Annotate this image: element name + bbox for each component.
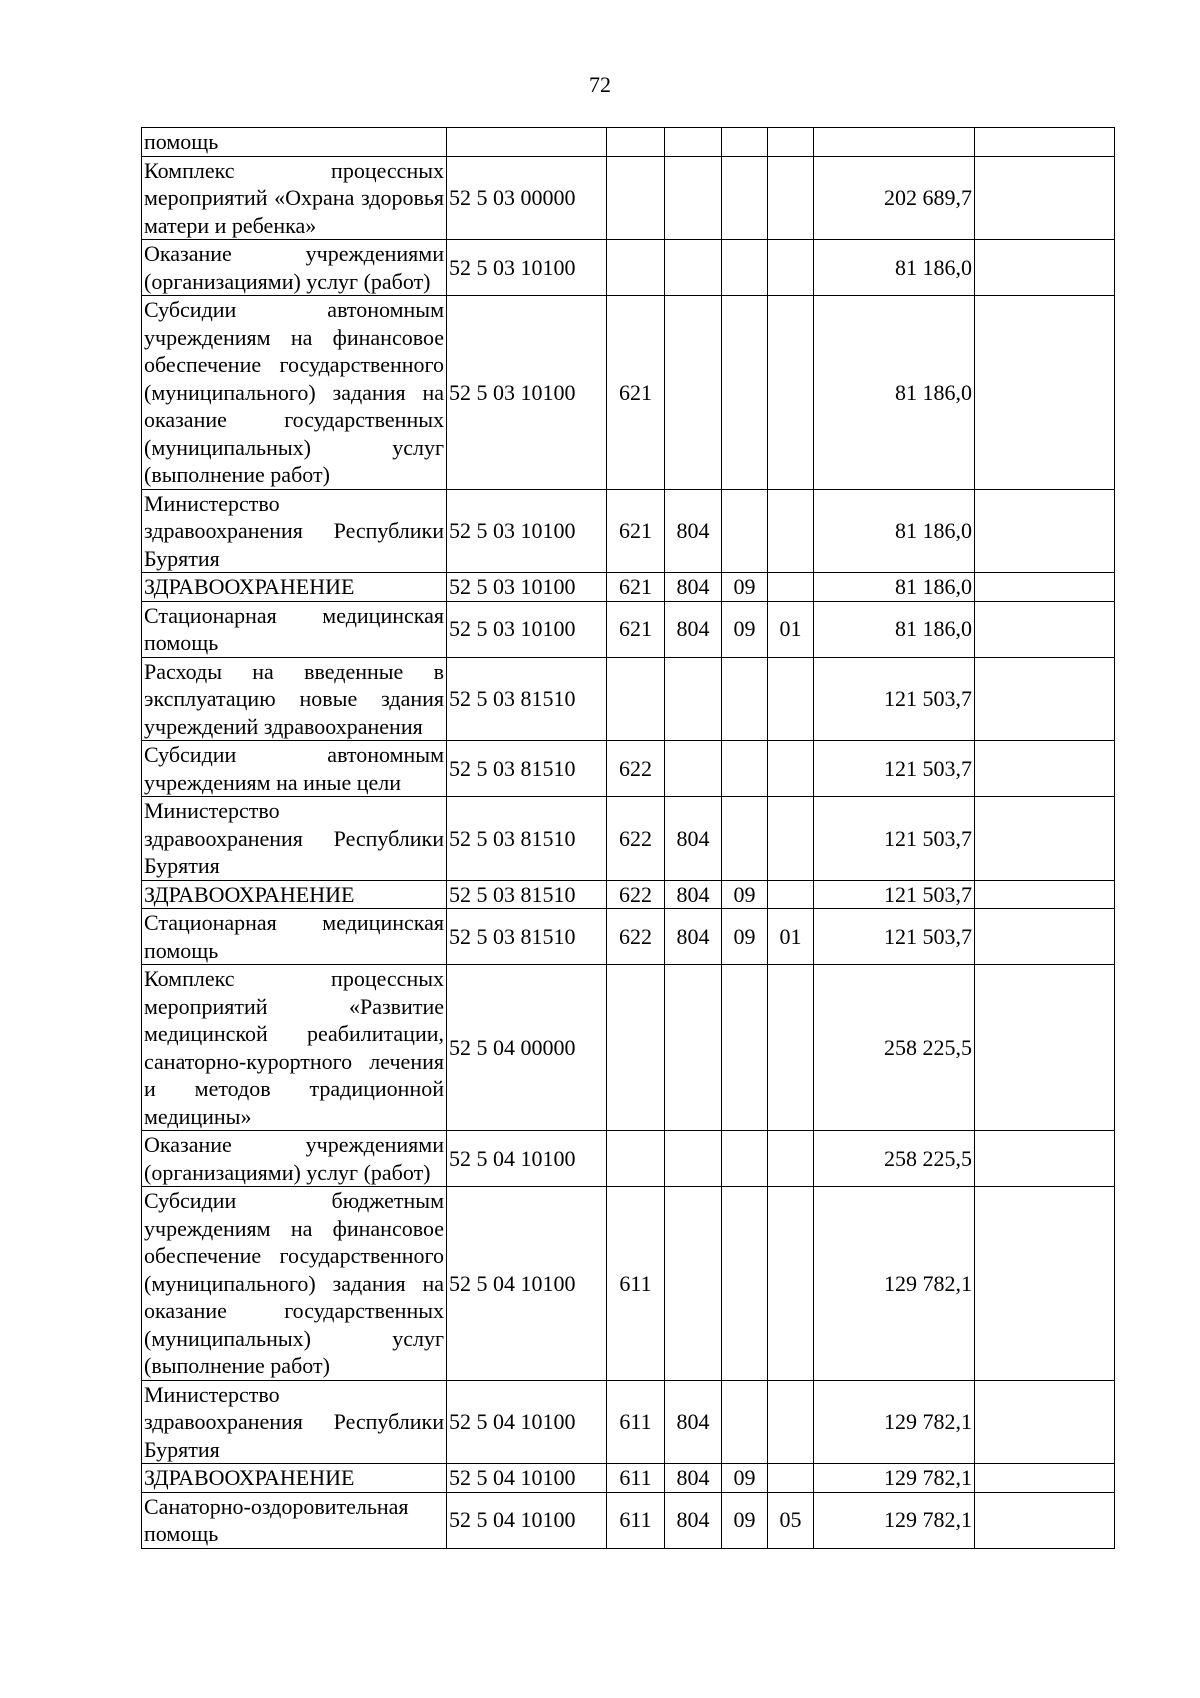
cell-name: Субсидии бюджетным учреждениям на финансовое обеспечение государственного (муниципального) задания на оказание государственных (муниципальных) услуг (выполнение работ) — [142, 1187, 447, 1381]
cell-target-code: 52 5 04 10100 — [447, 1492, 607, 1548]
cell-section — [722, 965, 768, 1131]
cell-ministry-code — [665, 741, 722, 797]
cell-subsection — [768, 573, 814, 602]
cell-amount: 121 503,7 — [814, 797, 975, 881]
cell-name: Министерство здравоохранения Республики Бурятия — [142, 1380, 447, 1464]
cell-amount: 129 782,1 — [814, 1492, 975, 1548]
cell-expense-type: 622 — [607, 880, 665, 909]
table-row — [142, 489, 1115, 573]
cell-extra — [975, 965, 1115, 1131]
cell-amount: 121 503,7 — [814, 909, 975, 965]
cell-section — [722, 741, 768, 797]
cell-name: Министерство здравоохранения Республики Бурятия — [142, 489, 447, 573]
cell-name: Стационарная медицинская помощь — [142, 601, 447, 657]
table-row — [142, 965, 1115, 1131]
cell-extra — [975, 489, 1115, 573]
table-row — [142, 601, 1115, 657]
cell-subsection — [768, 128, 814, 157]
cell-ministry-code — [665, 156, 722, 240]
cell-extra — [975, 880, 1115, 909]
cell-amount: 129 782,1 — [814, 1187, 975, 1381]
cell-amount: 129 782,1 — [814, 1380, 975, 1464]
cell-target-code: 52 5 04 10100 — [447, 1131, 607, 1187]
cell-section: 09 — [722, 880, 768, 909]
cell-name: Комплекс процессных мероприятий «Развитие медицинской реабилитации, санаторно-курортного лечения и методов традиционной медицины» — [142, 965, 447, 1131]
cell-ministry-code: 804 — [665, 601, 722, 657]
cell-amount: 129 782,1 — [814, 1464, 975, 1493]
cell-ministry-code: 804 — [665, 880, 722, 909]
cell-section: 09 — [722, 601, 768, 657]
cell-expense-type: 611 — [607, 1187, 665, 1381]
cell-ministry-code — [665, 1187, 722, 1381]
cell-target-code: 52 5 04 10100 — [447, 1187, 607, 1381]
cell-extra — [975, 156, 1115, 240]
cell-amount — [814, 128, 975, 157]
cell-expense-type: 611 — [607, 1492, 665, 1548]
budget-table — [141, 127, 1115, 1549]
cell-extra — [975, 128, 1115, 157]
cell-ministry-code — [665, 657, 722, 741]
table-row — [142, 880, 1115, 909]
cell-expense-type: 622 — [607, 797, 665, 881]
cell-extra — [975, 573, 1115, 602]
cell-subsection — [768, 797, 814, 881]
cell-expense-type: 611 — [607, 1464, 665, 1493]
cell-section — [722, 128, 768, 157]
cell-target-code: 52 5 03 81510 — [447, 657, 607, 741]
cell-amount: 81 186,0 — [814, 240, 975, 296]
cell-expense-type — [607, 240, 665, 296]
cell-target-code: 52 5 03 81510 — [447, 741, 607, 797]
cell-subsection — [768, 1464, 814, 1493]
table-row — [142, 657, 1115, 741]
cell-subsection — [768, 880, 814, 909]
table-row — [142, 909, 1115, 965]
cell-subsection — [768, 741, 814, 797]
cell-extra — [975, 296, 1115, 490]
cell-extra — [975, 1380, 1115, 1464]
cell-amount: 121 503,7 — [814, 657, 975, 741]
table-row — [142, 797, 1115, 881]
cell-extra — [975, 797, 1115, 881]
cell-extra — [975, 240, 1115, 296]
cell-target-code: 52 5 03 10100 — [447, 573, 607, 602]
table-row — [142, 1464, 1115, 1493]
cell-subsection — [768, 1187, 814, 1381]
table-row — [142, 1380, 1115, 1464]
cell-target-code: 52 5 03 10100 — [447, 240, 607, 296]
cell-subsection: 05 — [768, 1492, 814, 1548]
cell-target-code: 52 5 03 81510 — [447, 880, 607, 909]
cell-name: Оказание учреждениями (организациями) услуг (работ) — [142, 1131, 447, 1187]
cell-target-code: 52 5 03 10100 — [447, 601, 607, 657]
cell-target-code: 52 5 03 10100 — [447, 296, 607, 490]
cell-name: Оказание учреждениями (организациями) услуг (работ) — [142, 240, 447, 296]
cell-amount: 121 503,7 — [814, 880, 975, 909]
cell-extra — [975, 1492, 1115, 1548]
cell-expense-type: 621 — [607, 489, 665, 573]
cell-extra — [975, 1131, 1115, 1187]
cell-section — [722, 296, 768, 490]
cell-subsection — [768, 489, 814, 573]
cell-section: 09 — [722, 1492, 768, 1548]
table-body — [142, 128, 1115, 1549]
cell-ministry-code — [665, 240, 722, 296]
cell-section: 09 — [722, 573, 768, 602]
cell-subsection — [768, 156, 814, 240]
cell-amount: 121 503,7 — [814, 741, 975, 797]
cell-expense-type — [607, 1131, 665, 1187]
cell-extra — [975, 741, 1115, 797]
table-row — [142, 1131, 1115, 1187]
cell-expense-type — [607, 156, 665, 240]
cell-subsection — [768, 296, 814, 490]
table-row — [142, 296, 1115, 490]
cell-target-code: 52 5 04 00000 — [447, 965, 607, 1131]
cell-extra — [975, 1187, 1115, 1381]
cell-extra — [975, 909, 1115, 965]
cell-ministry-code — [665, 296, 722, 490]
cell-extra — [975, 657, 1115, 741]
table-row — [142, 741, 1115, 797]
cell-subsection — [768, 1380, 814, 1464]
cell-expense-type — [607, 965, 665, 1131]
cell-subsection — [768, 1131, 814, 1187]
cell-target-code — [447, 128, 607, 157]
table-row — [142, 1187, 1115, 1381]
cell-ministry-code: 804 — [665, 489, 722, 573]
cell-section — [722, 156, 768, 240]
cell-section — [722, 1380, 768, 1464]
cell-section — [722, 240, 768, 296]
table-row — [142, 573, 1115, 602]
cell-section: 09 — [722, 1464, 768, 1493]
cell-section — [722, 657, 768, 741]
cell-subsection — [768, 240, 814, 296]
cell-name: ЗДРАВООХРАНЕНИЕ — [142, 1464, 447, 1493]
cell-expense-type: 621 — [607, 601, 665, 657]
cell-subsection — [768, 965, 814, 1131]
cell-expense-type: 622 — [607, 909, 665, 965]
table-row — [142, 128, 1115, 157]
cell-amount: 81 186,0 — [814, 601, 975, 657]
cell-section: 09 — [722, 909, 768, 965]
cell-extra — [975, 601, 1115, 657]
cell-name: Комплекс процессных мероприятий «Охрана здоровья матери и ребенка» — [142, 156, 447, 240]
cell-ministry-code: 804 — [665, 1464, 722, 1493]
cell-amount: 258 225,5 — [814, 965, 975, 1131]
cell-target-code: 52 5 03 81510 — [447, 797, 607, 881]
cell-target-code: 52 5 03 00000 — [447, 156, 607, 240]
cell-ministry-code: 804 — [665, 1380, 722, 1464]
cell-expense-type — [607, 128, 665, 157]
cell-ministry-code: 804 — [665, 909, 722, 965]
cell-amount: 258 225,5 — [814, 1131, 975, 1187]
cell-ministry-code: 804 — [665, 1492, 722, 1548]
cell-section — [722, 1187, 768, 1381]
page-number: 72 — [589, 72, 611, 97]
cell-name: Министерство здравоохранения Республики Бурятия — [142, 797, 447, 881]
cell-target-code: 52 5 03 81510 — [447, 909, 607, 965]
cell-name: помощь — [142, 128, 447, 157]
cell-ministry-code — [665, 1131, 722, 1187]
cell-expense-type: 611 — [607, 1380, 665, 1464]
cell-extra — [975, 1464, 1115, 1493]
cell-section — [722, 489, 768, 573]
cell-amount: 81 186,0 — [814, 489, 975, 573]
cell-name: Субсидии автономным учреждениям на иные цели — [142, 741, 447, 797]
cell-expense-type: 622 — [607, 741, 665, 797]
cell-ministry-code: 804 — [665, 573, 722, 602]
cell-subsection — [768, 657, 814, 741]
cell-subsection: 01 — [768, 601, 814, 657]
cell-subsection: 01 — [768, 909, 814, 965]
cell-amount: 81 186,0 — [814, 573, 975, 602]
cell-name: Расходы на введенные в эксплуатацию новые здания учреждений здравоохранения — [142, 657, 447, 741]
cell-target-code: 52 5 04 10100 — [447, 1380, 607, 1464]
cell-expense-type: 621 — [607, 296, 665, 490]
cell-ministry-code: 804 — [665, 797, 722, 881]
cell-amount: 81 186,0 — [814, 296, 975, 490]
cell-name: Субсидии автономным учреждениям на финансовое обеспечение государственного (муниципального) задания на оказание государственных (муниципальных) услуг (выполнение работ) — [142, 296, 447, 490]
cell-name: Санаторно-оздоровительная помощь — [142, 1492, 447, 1548]
cell-expense-type — [607, 657, 665, 741]
table-row — [142, 156, 1115, 240]
cell-name: ЗДРАВООХРАНЕНИЕ — [142, 573, 447, 602]
cell-amount: 202 689,7 — [814, 156, 975, 240]
cell-section — [722, 797, 768, 881]
table-row — [142, 1492, 1115, 1548]
cell-name: Стационарная медицинская помощь — [142, 909, 447, 965]
cell-section — [722, 1131, 768, 1187]
cell-ministry-code — [665, 128, 722, 157]
table-row — [142, 240, 1115, 296]
cell-target-code: 52 5 04 10100 — [447, 1464, 607, 1493]
cell-ministry-code — [665, 965, 722, 1131]
cell-name: ЗДРАВООХРАНЕНИЕ — [142, 880, 447, 909]
cell-expense-type: 621 — [607, 573, 665, 602]
cell-target-code: 52 5 03 10100 — [447, 489, 607, 573]
